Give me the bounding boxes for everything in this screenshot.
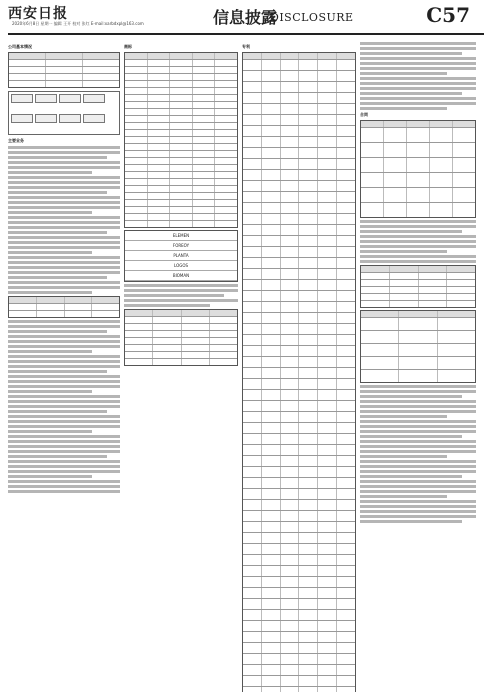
masthead: [8, 3, 476, 33]
patent-table: [242, 52, 356, 692]
structure-diagram: [8, 91, 120, 135]
col2-body-text: [124, 284, 238, 307]
col4-heading: 合同: [360, 112, 368, 117]
logo-row: [125, 231, 237, 241]
contract-table-2: [360, 265, 476, 308]
logo-row: [125, 271, 237, 281]
col1-table-2: [8, 296, 120, 318]
trademark-logo: LOGOS: [173, 263, 189, 268]
section-title: 信息披露: [213, 8, 278, 27]
column-3: [242, 42, 356, 692]
contract-table-3: [360, 310, 476, 383]
trademark-logo-table: [124, 230, 238, 282]
col2-heading: 商标: [124, 44, 132, 49]
contract-table: [360, 120, 476, 218]
logo-row: [125, 251, 237, 261]
col1-table: [8, 52, 120, 88]
logo-row: [125, 241, 237, 251]
trademark-logo: PLANTA: [173, 253, 189, 258]
col4-body-text: [360, 42, 476, 110]
trademark-logo: ELEMEN: [172, 233, 190, 238]
col1-body-text: [8, 146, 120, 294]
col1-heading: 公司基本情况: [8, 44, 32, 49]
newspaper-logo: 西安日报: [8, 6, 68, 22]
trademark-table-2: [124, 309, 238, 366]
section-title-en: DISCLOSURE: [270, 11, 354, 24]
trademark-logo: BIOMAN: [172, 273, 190, 278]
col3-heading: 专利: [242, 44, 250, 49]
masthead-rule: [8, 33, 484, 35]
col4-body-text-3: [360, 385, 476, 523]
page-number: C57: [426, 3, 470, 27]
logo-row: [125, 261, 237, 271]
col4-body-text-2: [360, 220, 476, 263]
trademark-logo: FOREOY: [172, 243, 190, 248]
column-2: [124, 42, 238, 692]
trademark-table: [124, 52, 238, 228]
col1-heading-2: 主要业务: [8, 138, 24, 143]
col1-body-text-2: [8, 320, 120, 493]
column-1: [8, 42, 120, 692]
column-4: [360, 42, 476, 692]
masthead-info: 2020年6月8日 星期一 编辑 王开 校对 张红 E-mail:xarbdxpl@163.com: [12, 21, 144, 26]
